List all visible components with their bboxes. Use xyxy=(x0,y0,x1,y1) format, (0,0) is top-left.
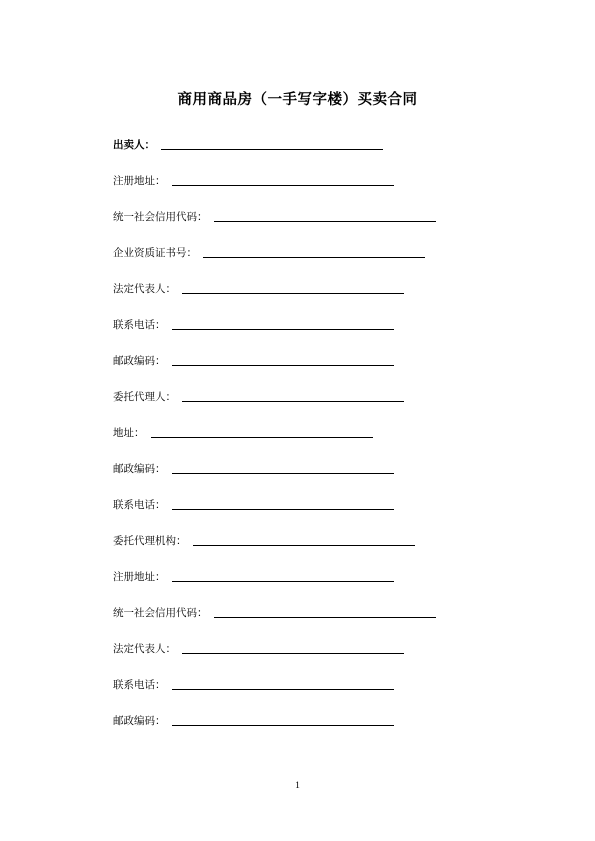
fill-in-line[interactable] xyxy=(214,209,436,222)
field-phone xyxy=(113,677,513,713)
field-label: 委托代理人： xyxy=(113,391,176,403)
fill-in-line[interactable] xyxy=(172,461,394,474)
fill-in-line[interactable] xyxy=(203,245,425,258)
field-postal-code xyxy=(113,353,513,389)
fill-in-line[interactable] xyxy=(172,569,394,582)
field-credit-code xyxy=(113,605,513,641)
field-label: 联系电话： xyxy=(113,499,166,511)
field-label: 出卖人： xyxy=(113,139,155,151)
field-label: 邮政编码： xyxy=(113,715,166,727)
field-agency xyxy=(113,533,513,569)
page-number: 1 xyxy=(295,781,300,791)
fill-in-line[interactable] xyxy=(182,389,404,402)
fill-in-line[interactable] xyxy=(172,317,394,330)
field-phone xyxy=(113,317,513,353)
fill-in-line[interactable] xyxy=(151,425,373,438)
field-label: 注册地址： xyxy=(113,175,166,187)
field-registered-address xyxy=(113,569,513,605)
fill-in-line[interactable] xyxy=(161,137,383,150)
field-credit-code xyxy=(113,209,513,245)
party-info-form xyxy=(113,137,513,749)
field-qualification-certificate xyxy=(113,245,513,281)
field-label: 联系电话： xyxy=(113,319,166,331)
field-legal-representative xyxy=(113,641,513,677)
field-label: 统一社会信用代码： xyxy=(113,607,208,619)
fill-in-line[interactable] xyxy=(214,605,436,618)
field-label: 法定代表人： xyxy=(113,283,176,295)
field-legal-representative xyxy=(113,281,513,317)
field-label: 法定代表人： xyxy=(113,643,176,655)
field-postal-code xyxy=(113,713,513,749)
field-label: 邮政编码： xyxy=(113,355,166,367)
field-address xyxy=(113,425,513,461)
fill-in-line[interactable] xyxy=(182,281,404,294)
field-registered-address xyxy=(113,173,513,209)
field-authorized-agent xyxy=(113,389,513,425)
fill-in-line[interactable] xyxy=(172,677,394,690)
contract-title: 商用商品房（一手写字楼）买卖合同 xyxy=(177,92,418,108)
fill-in-line[interactable] xyxy=(172,713,394,726)
field-label: 企业资质证书号： xyxy=(113,247,197,259)
field-phone xyxy=(113,497,513,533)
field-label: 邮政编码： xyxy=(113,463,166,475)
field-postal-code xyxy=(113,461,513,497)
fill-in-line[interactable] xyxy=(193,533,415,546)
field-label: 地址： xyxy=(113,427,145,439)
fill-in-line[interactable] xyxy=(172,173,394,186)
fill-in-line[interactable] xyxy=(172,497,394,510)
field-seller xyxy=(113,137,513,173)
fill-in-line[interactable] xyxy=(182,641,404,654)
field-label: 注册地址： xyxy=(113,571,166,583)
fill-in-line[interactable] xyxy=(172,353,394,366)
field-label: 联系电话： xyxy=(113,679,166,691)
field-label: 统一社会信用代码： xyxy=(113,211,208,223)
field-label: 委托代理机构： xyxy=(113,535,187,547)
